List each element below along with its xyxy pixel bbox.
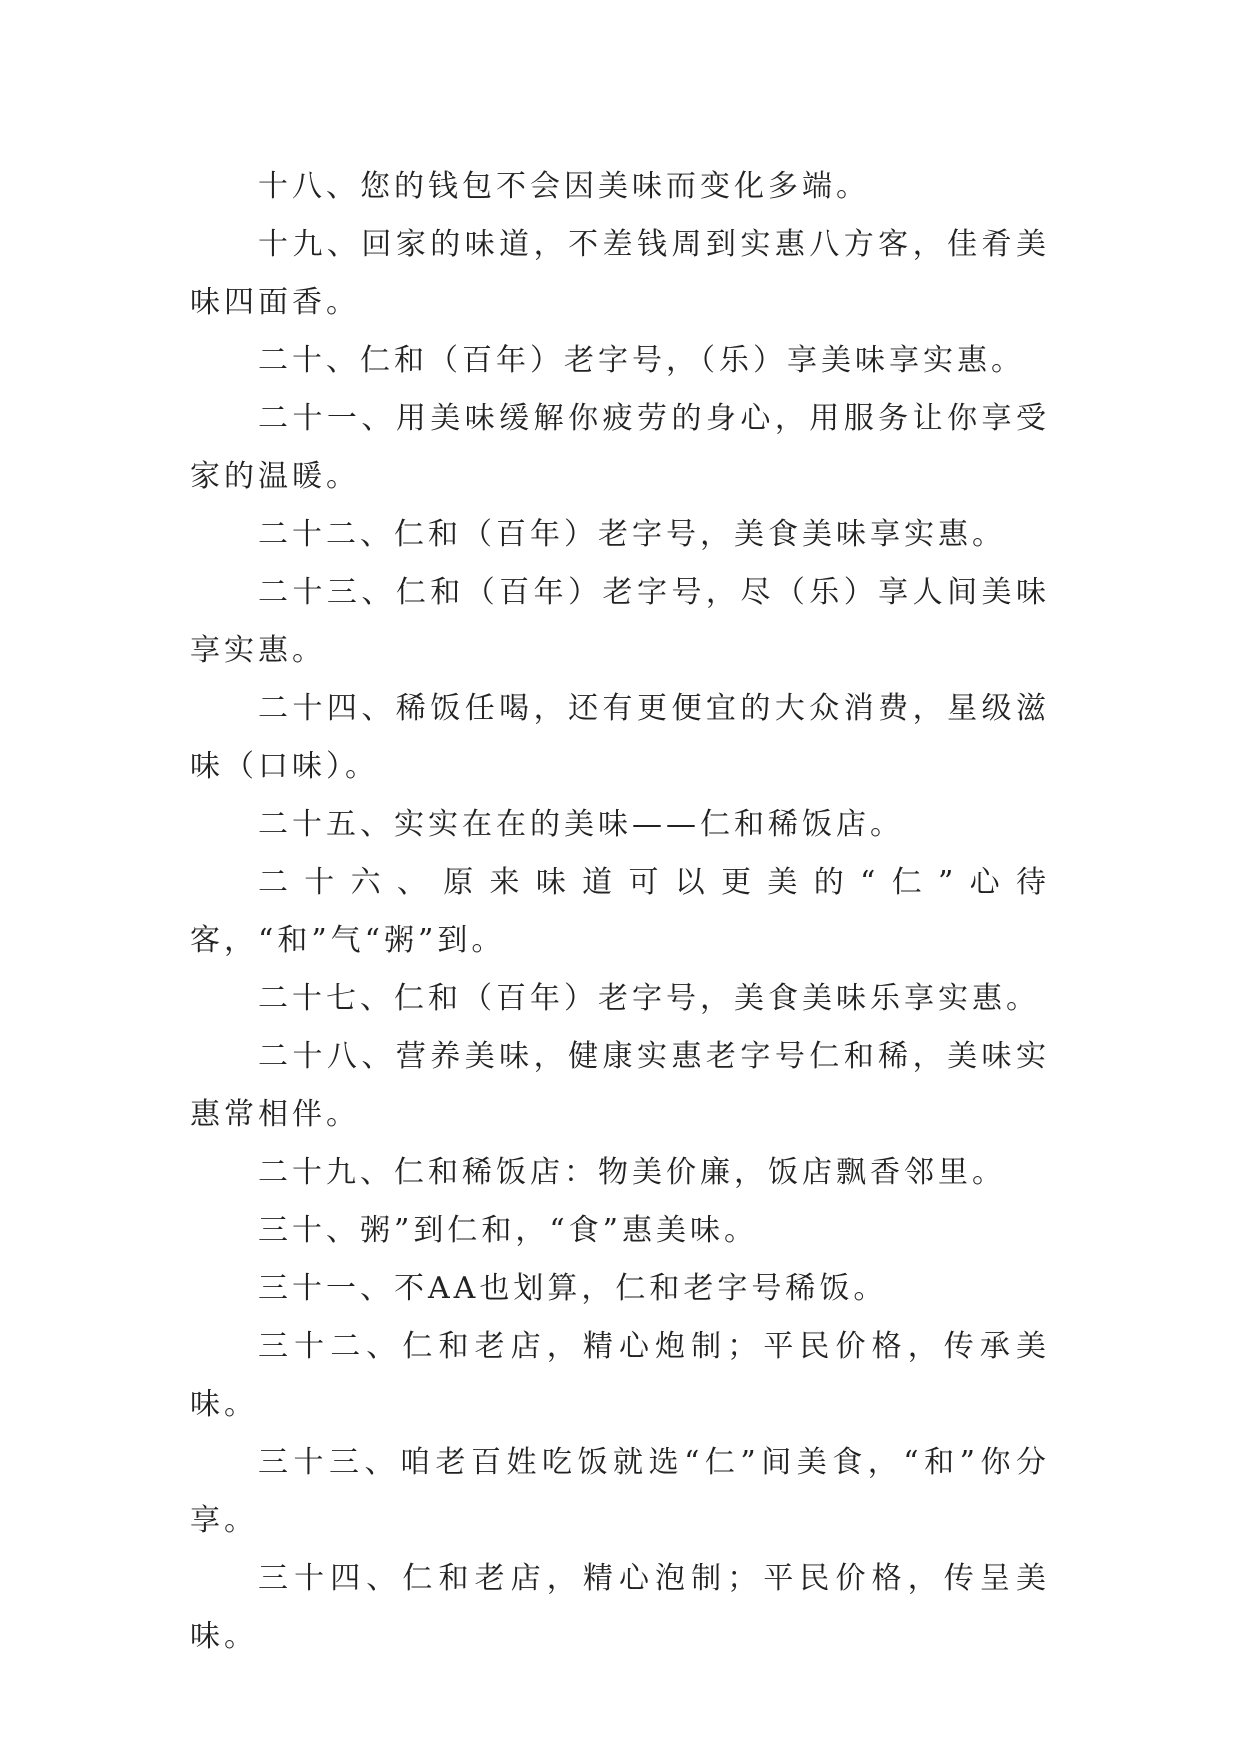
paragraph-33: 三十三、咱老百姓吃饭就选“仁”间美食，“和”你分享。	[190, 1445, 1050, 1538]
document-body	[190, 158, 1050, 1666]
paragraph-24: 二十四、稀饭任喝，还有更便宜的大众消费，星级滋味（口味）。	[190, 691, 1050, 784]
paragraph-19: 十九、回家的味道，不差钱周到实惠八方客，佳肴美味四面香。	[190, 227, 1050, 320]
paragraph-18: 十八、您的钱包不会因美味而变化多端。	[258, 169, 870, 204]
paragraph-34: 三十四、仁和老店，精心泡制；平民价格，传呈美味。	[190, 1561, 1050, 1654]
paragraph-25: 二十五、实实在在的美味——仁和稀饭店。	[258, 807, 904, 842]
paragraph-27: 二十七、仁和（百年）老字号，美食美味乐享实惠。	[258, 981, 1040, 1016]
paragraph-23: 二十三、仁和（百年）老字号，尽（乐）享人间美味享实惠。	[190, 575, 1050, 668]
paragraph-29: 二十九、仁和稀饭店：物美价廉，饭店飘香邻里。	[258, 1155, 1006, 1190]
paragraph-32: 三十二、仁和老店，精心炮制；平民价格，传承美味。	[190, 1329, 1050, 1422]
paragraph-20: 二十、仁和（百年）老字号，（乐）享美味享实惠。	[258, 343, 1025, 378]
paragraph-21: 二十一、用美味缓解你疲劳的身心，用服务让你享受家的温暖。	[190, 401, 1050, 494]
paragraph-30: 三十、粥”到仁和，“食”惠美味。	[258, 1213, 759, 1248]
paragraph-26: 二十六、原来味道可以更美的“仁”心待客，“和”气“粥”到。	[190, 865, 1050, 958]
paragraph-31: 三十一、不AA也划算，仁和老字号稀饭。	[258, 1271, 888, 1306]
paragraph-28: 二十八、营养美味，健康实惠老字号仁和稀，美味实惠常相伴。	[190, 1039, 1050, 1132]
paragraph-22: 二十二、仁和（百年）老字号，美食美味享实惠。	[258, 517, 1006, 552]
